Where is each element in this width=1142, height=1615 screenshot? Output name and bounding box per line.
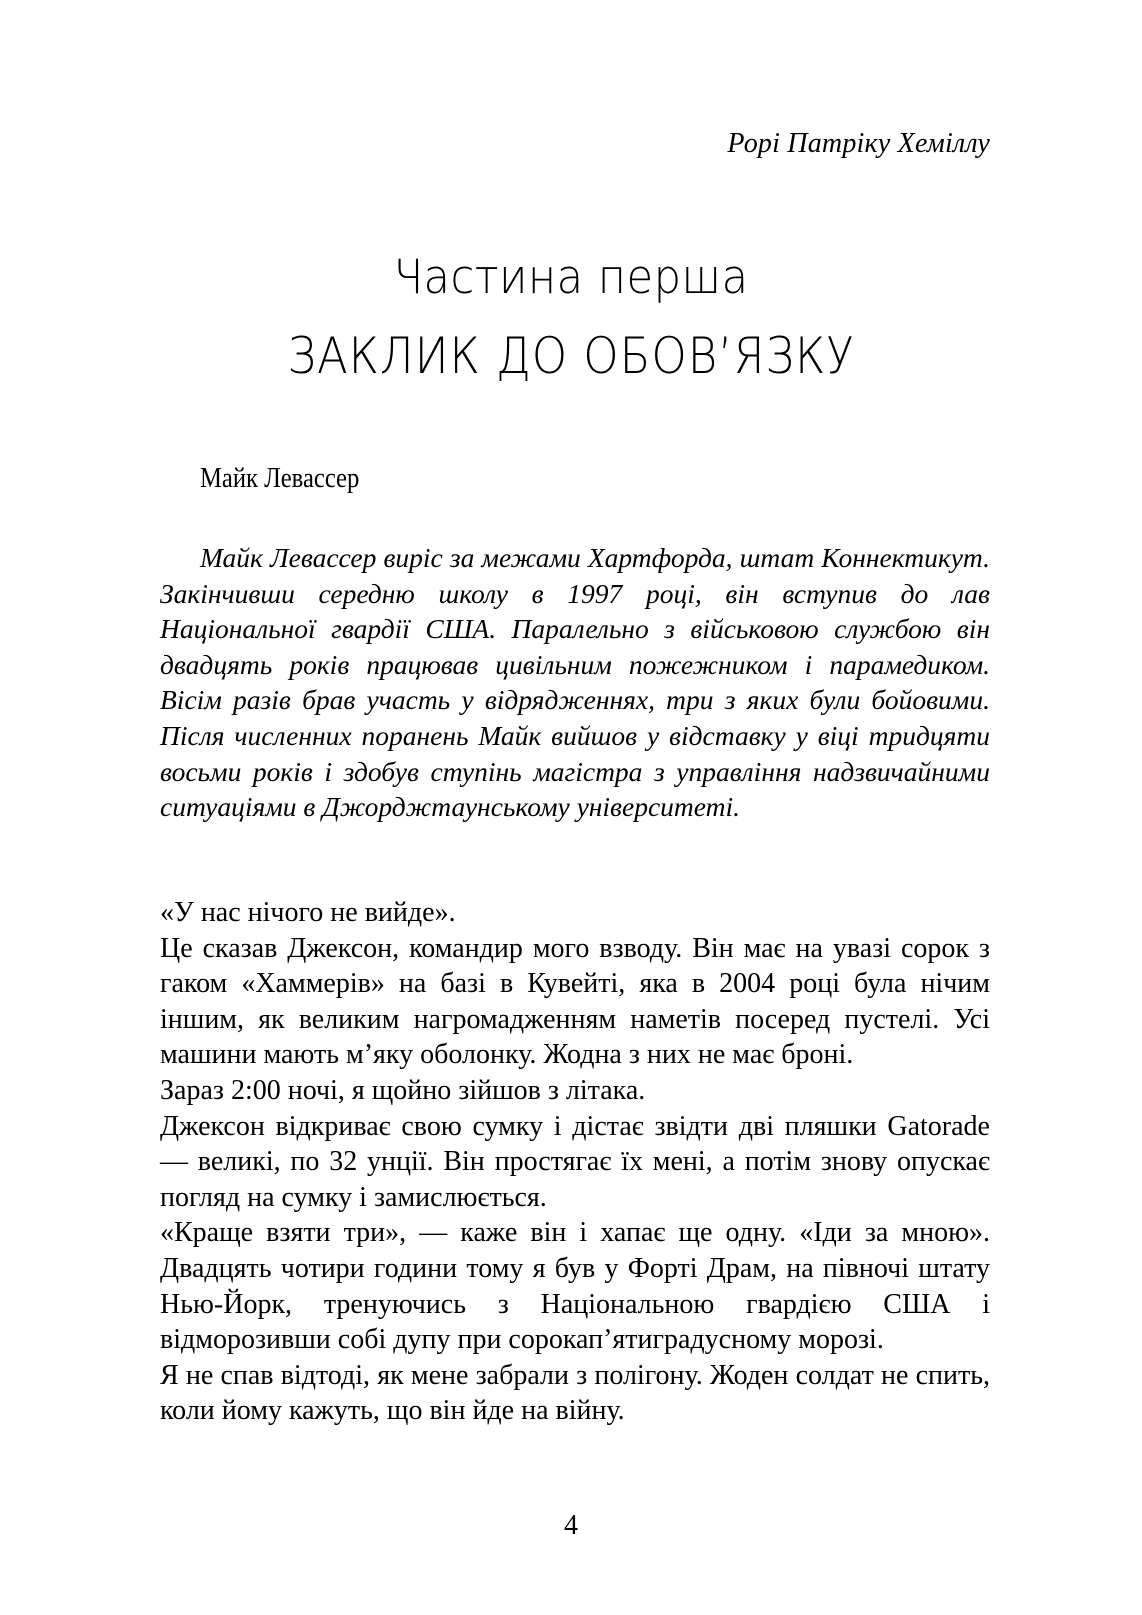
paragraph: «Краще взяти три», — каже він і хапає ще одну. «Іди за мною». Двадцять чотири години тому я був у Форті Драм, на півночі штату Нью-Йорк, тренуючись з Національною гвардією США і відморозивши собі дупу при сорокап’ятиградусному морозі. <box>160 1217 990 1356</box>
paragraph: Я не спав відтоді, як мене забрали з полігону. Жоден солдат не спить, коли йому кажуть, що він йде на війну. <box>160 1359 990 1427</box>
paragraph: «У нас нічого не вийде». <box>160 897 456 928</box>
paragraph: Зараз 2:00 ночі, я щойно зійшов з літака. <box>160 1074 646 1106</box>
author-bio: Майк Левассер виріс за межами Хартфорда, штат Коннектикут. Закінчивши середню школу в 1997 році, він вступив до лав Національної гвардії США. Паралельно з військовою службою він двадцять років працював цивільним пожежником і парамедиком. Вісім разів брав участь у відрядженнях, три з яких були бойовими. Після численних поранень Майк вийшов у відставку у віці тридцяти восьми років і здобув ступінь магістра з управління надзвичайними ситуаціями в Джорджтаунському університеті. <box>160 542 990 823</box>
part-subtitle: ЗАКЛИК ДО ОБОВ’ЯЗКУ <box>287 327 855 385</box>
page-number: 4 <box>564 1510 578 1541</box>
dedication: Рорі Патріку Хеміллу <box>727 128 990 159</box>
part-title: Частина перша <box>393 250 749 305</box>
paragraph: Джексон відкриває свою сумку і дістає звідти дві пляшки Gatorade — великі, по 32 унції. Він простягає їх мені, а потім знову опускає погляд на сумку і замислюється. <box>160 1110 990 1213</box>
paragraph: Це сказав Джексон, командир мого взводу. Він має на увазі сорок з гаком «Хаммерів» на базі в Кувейті, яка в 2004 році була нічим іншим, як великим нагромадженням наметів посеред пустелі. Усі машини мають м’яку оболонку. Жодна з них не має броні. <box>160 932 990 1071</box>
chapter-body <box>160 895 990 1429</box>
author-name: Майк Левассер <box>200 463 360 494</box>
